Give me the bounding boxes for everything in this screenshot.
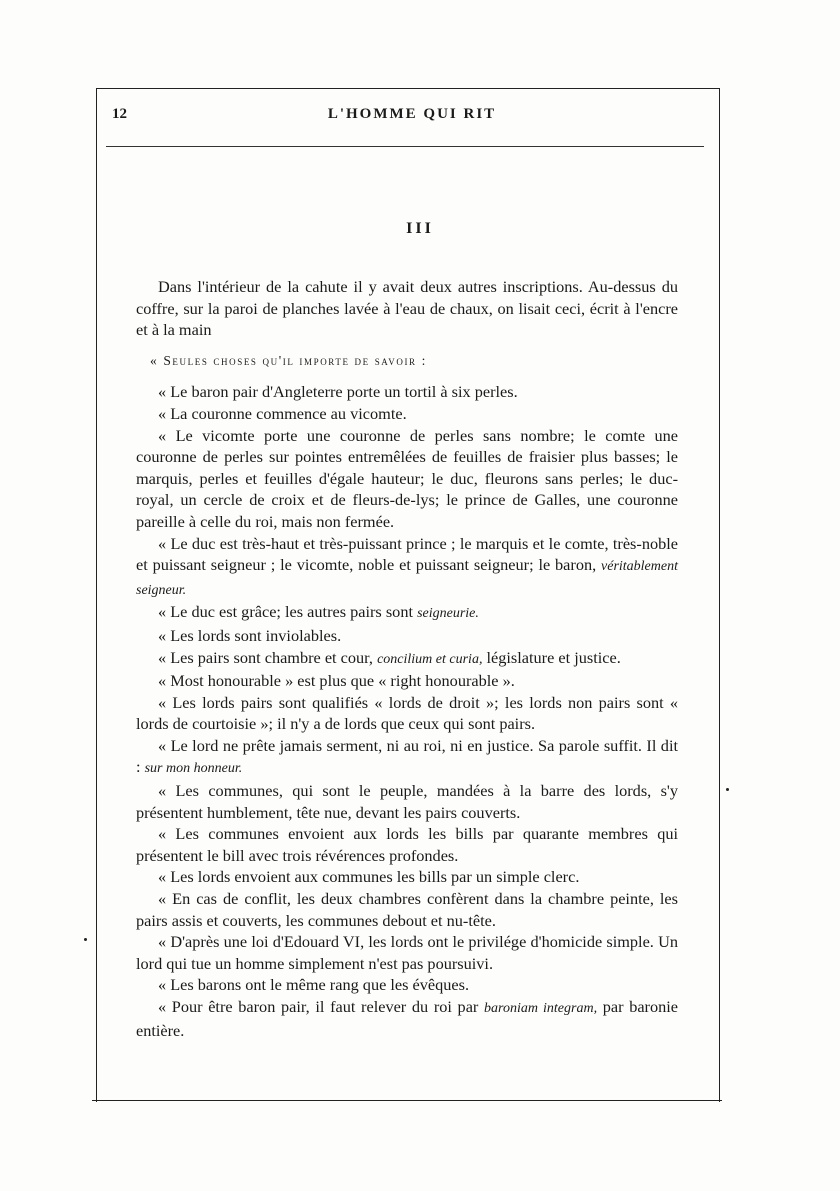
- paragraph: « Le duc est très-haut et très-puissant prince ; le marquis et le comte, très-noble et puissant seigneur ; le vicomte, noble et puissant seigneur; le baron, véritablement seigneur.: [136, 533, 678, 598]
- header-rule: [106, 146, 704, 147]
- paragraph: « Le duc est grâce; les autres pairs sont seigneurie.: [158, 602, 479, 622]
- italic-phrase: baroniam integram,: [484, 1001, 598, 1016]
- margin-speck: [84, 938, 87, 941]
- chapter-number: III: [406, 220, 434, 237]
- page-number: 12: [112, 106, 127, 122]
- italic-phrase: seigneurie.: [417, 606, 479, 622]
- paragraph: « Les lords sont inviolables.: [158, 625, 342, 645]
- bottom-rule: [92, 1100, 722, 1101]
- paragraph: « La couronne commence au vicomte.: [158, 403, 407, 423]
- running-header: [112, 106, 712, 130]
- running-title: L'HOMME QUI RIT: [327, 106, 497, 122]
- paragraph: « Les communes envoient aux lords les bills par quarante membres qui présentent le bill avec trois révérences profondes.: [136, 824, 678, 865]
- paragraph: « Les communes, qui sont le peuple, mandées à la barre des lords, s'y présentent humblement, tête nue, devant les pairs couverts.: [136, 781, 678, 822]
- paragraph: « Pour être baron pair, il faut relever du roi par baroniam integram, par baronie entière.: [136, 997, 679, 1040]
- body-text: [136, 276, 678, 1041]
- paragraph: « Le vicomte porte une couronne de perles sans nombre; le comte une couronne de perles sur pointes entremêlées de feuilles de fraisier plus basses; le marquis, perles et feuilles d'égale hauteur; le duc, fleurons sans perles; le duc-royal, un cercle de croix et de fleurs-de-lys; le prince de Galles, une couronne pareille à celle du roi, mais non fermée.: [136, 425, 678, 531]
- italic-phrase: concilium et curia,: [377, 651, 483, 667]
- section-heading: « Seules choses qu'il importe de savoir :: [150, 352, 427, 368]
- paragraph: « Les lords pairs sont qualifiés « lords de droit »; les lords non pairs sont « lords de courtoisie »; il n'y a de lords que ceux qui sont pairs.: [136, 692, 678, 734]
- italic-phrase: véritablement seigneur.: [136, 559, 678, 598]
- paragraph: « En cas de conflit, les deux chambres confèrent dans la chambre peinte, les pairs assis et couverts, les communes debout et nu-tête.: [136, 889, 678, 930]
- paragraph: « Les barons ont le même rang que les évêques.: [158, 975, 470, 995]
- margin-speck: [726, 788, 729, 791]
- paragraph: « Les pairs sont chambre et cour, concilium et curia, législature et justice.: [158, 647, 621, 667]
- paragraph: « Le baron pair d'Angleterre porte un tortil à six perles.: [158, 382, 518, 402]
- paragraph: « Most honourable » est plus que « right honourable ».: [158, 671, 515, 691]
- paragraph: « D'après une loi d'Edouard VI, les lords ont le privilége d'homicide simple. Un lord qui tue un homme simplement n'est pas poursuivi.: [136, 932, 678, 973]
- paragraph: Dans l'intérieur de la cahute il y avait deux autres inscriptions. Au-dessus du coffre, sur la paroi de planches lavée à l'eau de chaux, on lisait ceci, écrit à l'encre et à la main: [136, 277, 678, 340]
- italic-phrase: sur mon honneur.: [144, 761, 243, 777]
- paragraph: « Les lords envoient aux communes les bills par un simple clerc.: [158, 867, 580, 887]
- paragraph: « Le lord ne prête jamais serment, ni au roi, ni en justice. Sa parole suffit. Il dit : sur mon honneur.: [136, 735, 678, 777]
